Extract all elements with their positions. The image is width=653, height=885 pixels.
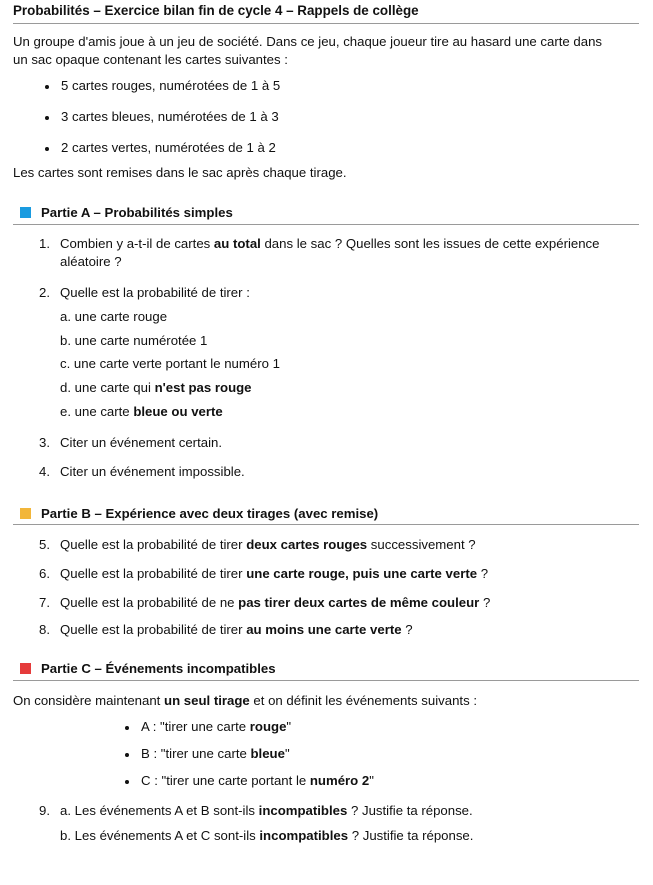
q8-number: 8. <box>39 622 50 637</box>
q2a-text: a. une carte rouge <box>60 309 168 324</box>
event-c: C : "tirer une carte portant le numéro 2" <box>141 773 374 788</box>
q9a-text: a. Les événements A et B sont-ils incompatibles ? Justifie ta réponse. <box>60 803 473 818</box>
partC-intro: On considère maintenant un seul tirage et on définit les événements suivants : <box>13 693 478 708</box>
partC-square-icon <box>20 663 31 674</box>
q5-number: 5. <box>39 537 50 552</box>
q3-number: 3. <box>39 435 50 450</box>
q5-text: Quelle est la probabilité de tirer deux cartes rouges successivement ? <box>60 537 476 552</box>
q2-number: 2. <box>39 285 50 300</box>
q1-text: Combien y a-t-il de cartes au total dans le sac ? Quelles sont les issues de cette expérience <box>60 236 600 251</box>
intro-after: Les cartes sont remises dans le sac après chaque tirage. <box>13 165 347 180</box>
q2e-text: e. une carte bleue ou verte <box>60 404 223 419</box>
q2b-text: b. une carte numérotée 1 <box>60 333 208 348</box>
partB-square-icon <box>20 508 31 519</box>
partC-heading: Partie C – Événements incompatibles <box>41 661 276 676</box>
event-a: A : "tirer une carte rouge" <box>141 719 292 734</box>
page-title: Probabilités – Exercice bilan fin de cycle 4 – Rappels de collège <box>13 3 419 18</box>
card-item-green: 2 cartes vertes, numérotées de 1 à 2 <box>61 140 276 155</box>
partA-heading: Partie A – Probabilités simples <box>41 205 233 220</box>
bullet-dot <box>45 116 49 120</box>
bullet-dot <box>125 726 129 730</box>
q2d-text: d. une carte qui n'est pas rouge <box>60 380 252 395</box>
card-item-red: 5 cartes rouges, numérotées de 1 à 5 <box>61 78 281 93</box>
bullet-dot <box>45 85 49 89</box>
q2c-text: c. une carte verte portant le numéro 1 <box>60 356 280 371</box>
q2-text: Quelle est la probabilité de tirer : <box>60 285 250 300</box>
partA-rule <box>13 224 639 225</box>
event-b: B : "tirer une carte bleue" <box>141 746 290 761</box>
bullet-dot <box>125 780 129 784</box>
q9-number: 9. <box>39 803 50 818</box>
q6-number: 6. <box>39 566 50 581</box>
partA-square-icon <box>20 207 31 218</box>
q8-text: Quelle est la probabilité de tirer au moins une carte verte ? <box>60 622 413 637</box>
q4-number: 4. <box>39 464 50 479</box>
partB-rule <box>13 524 639 525</box>
partC-rule <box>13 680 639 681</box>
q7-number: 7. <box>39 595 50 610</box>
partB-heading: Partie B – Expérience avec deux tirages (avec remise) <box>41 506 379 521</box>
q3-text: Citer un événement certain. <box>60 435 222 450</box>
q1-number: 1. <box>39 236 50 251</box>
q7-text: Quelle est la probabilité de ne pas tirer deux cartes de même couleur ? <box>60 595 491 610</box>
bullet-dot <box>125 753 129 757</box>
q1-text-line-2: aléatoire ? <box>60 254 122 269</box>
q6-text: Quelle est la probabilité de tirer une carte rouge, puis une carte verte ? <box>60 566 489 581</box>
bullet-dot <box>45 147 49 151</box>
card-item-blue: 3 cartes bleues, numérotées de 1 à 3 <box>61 109 279 124</box>
q4-text: Citer un événement impossible. <box>60 464 245 479</box>
q9b-text: b. Les événements A et C sont-ils incompatibles ? Justifie ta réponse. <box>60 828 474 843</box>
intro-line-2: un sac opaque contenant les cartes suivantes : <box>13 52 288 67</box>
intro-line-1: Un groupe d'amis joue à un jeu de société. Dans ce jeu, chaque joueur tire au hasard une carte dans <box>13 34 603 49</box>
title-rule <box>13 23 639 24</box>
